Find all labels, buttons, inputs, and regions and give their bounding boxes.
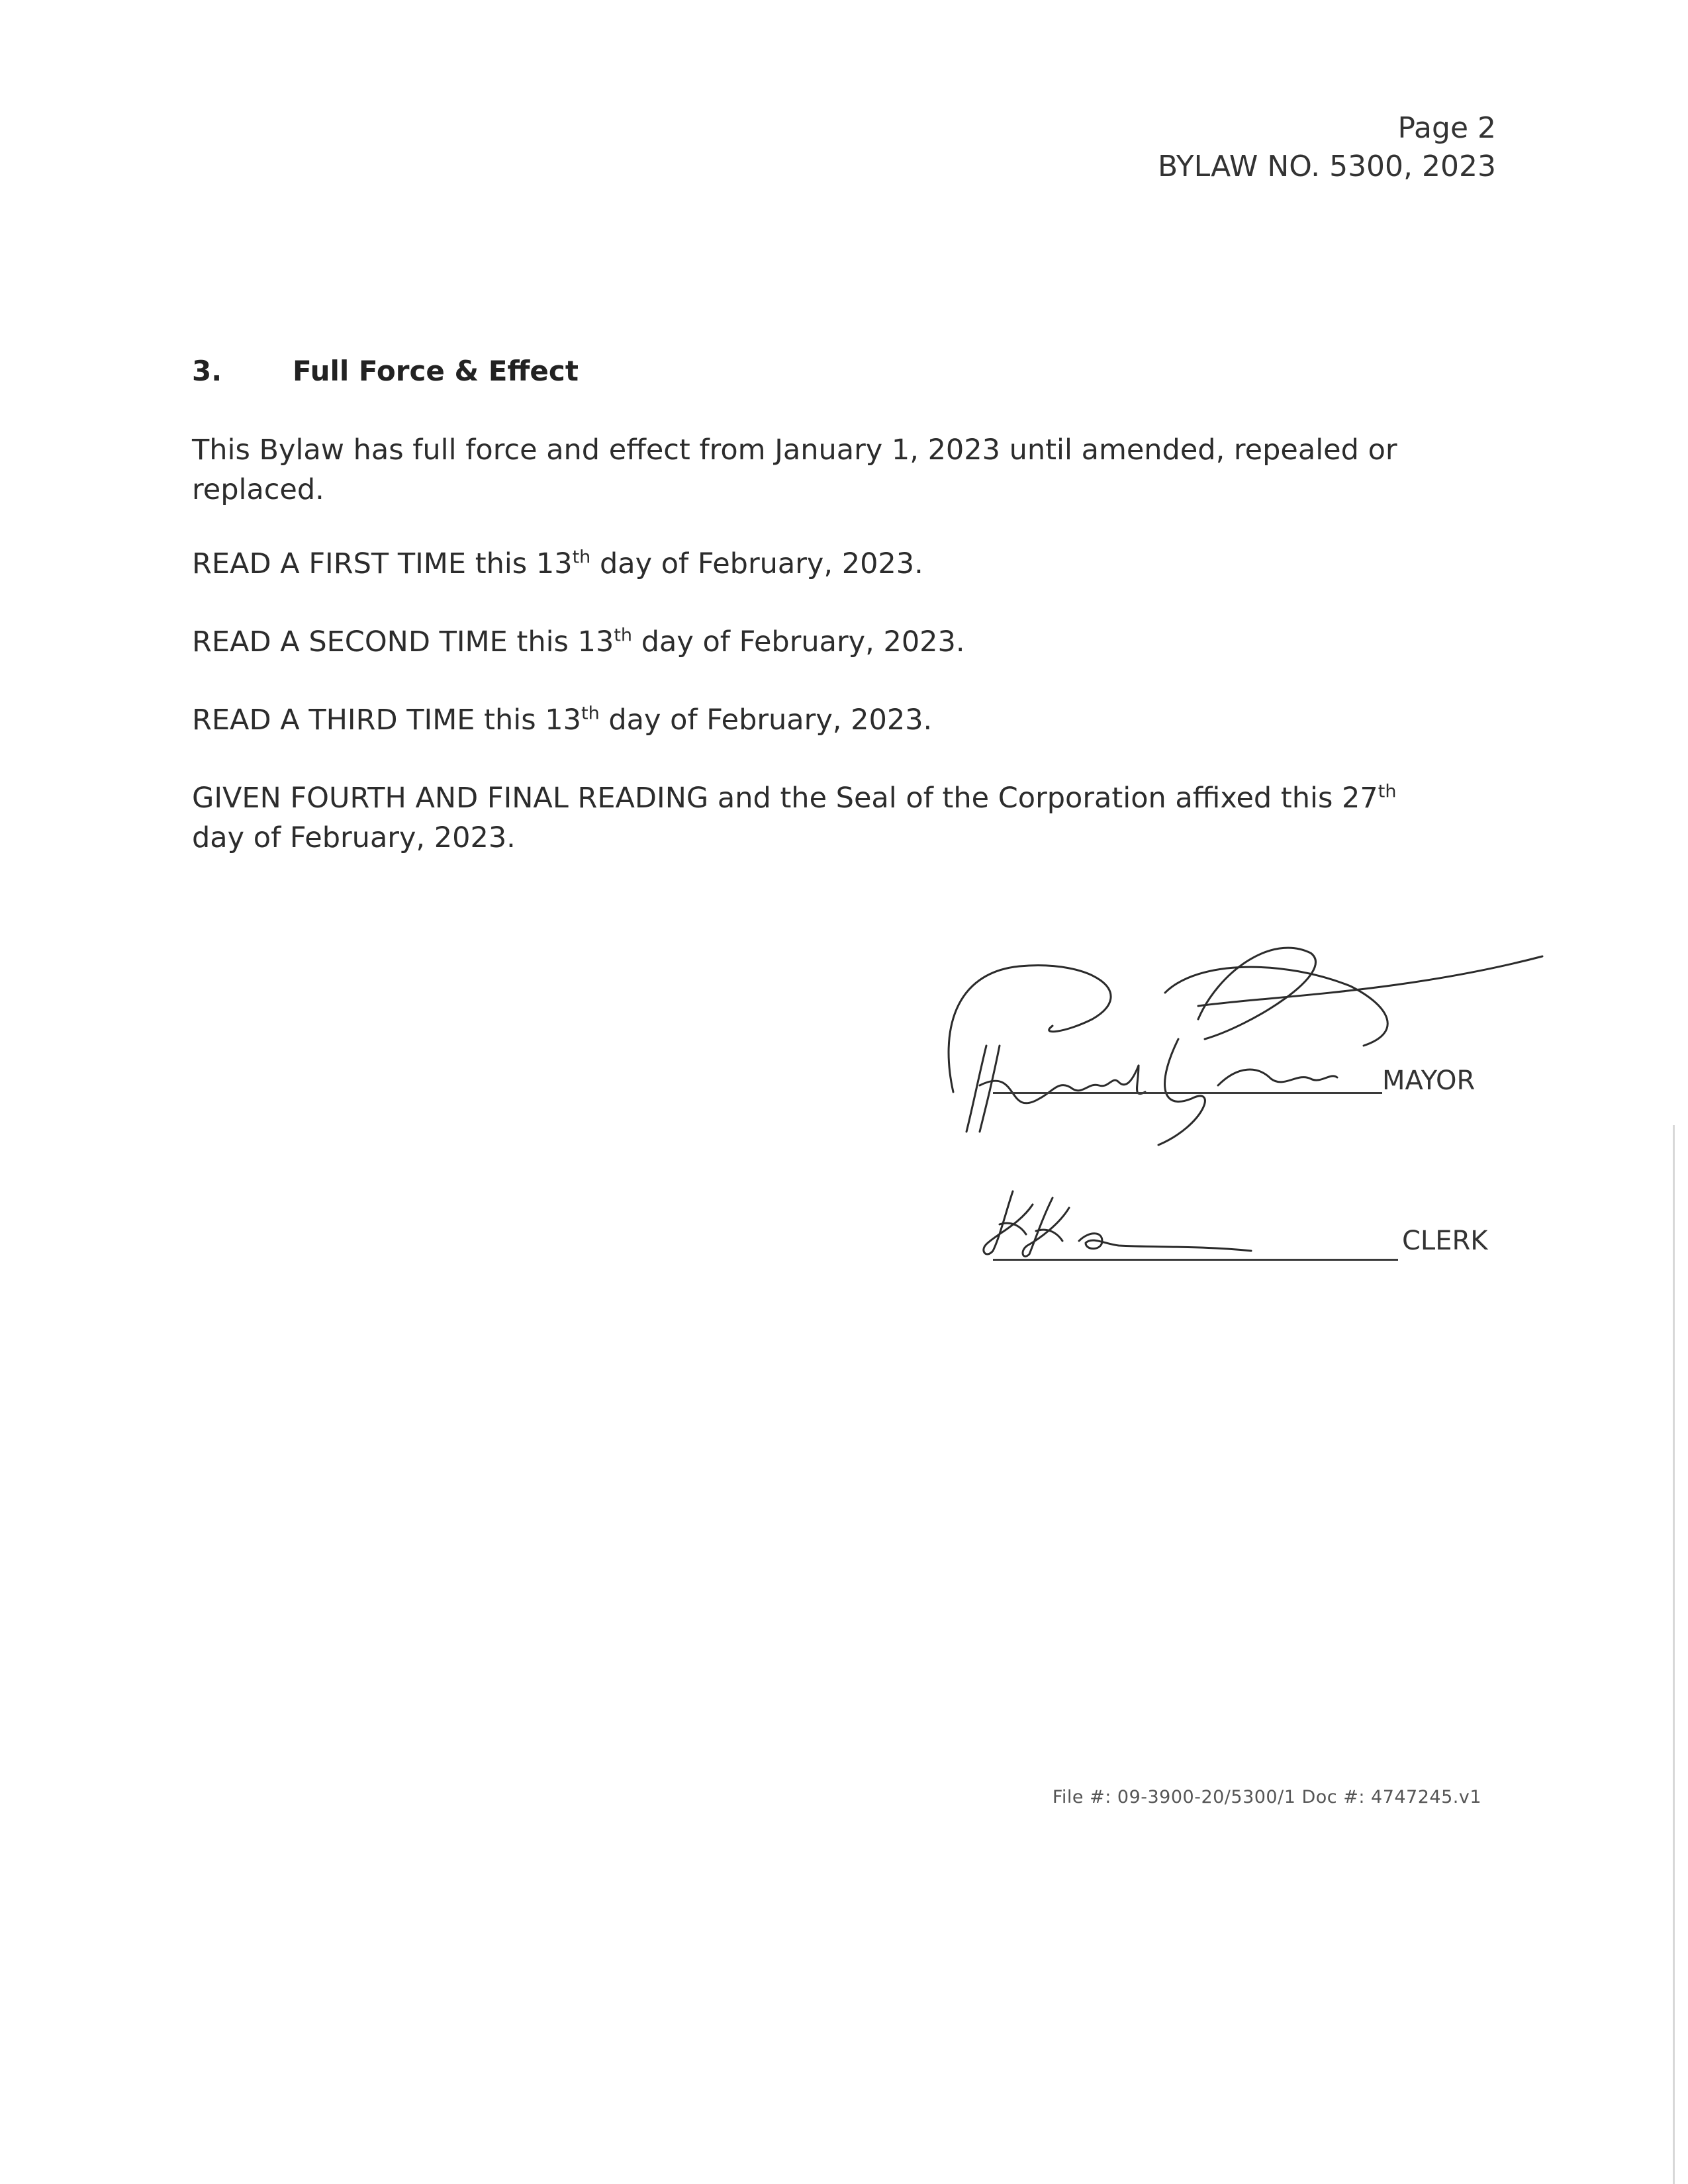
mayor-signature-line — [993, 1092, 1382, 1094]
section-number: 3. — [192, 355, 222, 387]
reading-final — [192, 778, 1436, 858]
reading-second-text: READ A SECOND TIME this 13 — [192, 625, 614, 659]
reading-third — [192, 700, 1489, 740]
clerk-signature — [980, 1185, 1258, 1264]
ordinal-suffix: th — [581, 703, 600, 724]
ordinal-suffix: th — [572, 547, 591, 568]
ordinal-suffix: th — [614, 625, 633, 646]
reading-final-date: day of February, 2023. — [192, 821, 516, 854]
section-title: Full Force & Effect — [293, 355, 579, 387]
reading-first-date: day of February, 2023. — [590, 547, 923, 580]
reading-second-date: day of February, 2023. — [632, 625, 965, 659]
mayor-label: MAYOR — [1382, 1066, 1476, 1096]
page-number: Page 2 — [1397, 111, 1496, 145]
clerk-label: CLERK — [1402, 1226, 1488, 1256]
reading-third-date: day of February, 2023. — [599, 704, 933, 737]
reading-second — [192, 622, 1489, 662]
reading-final-text: GIVEN FOURTH AND FINAL READING and the Seal of the Corporation affixed this 27 — [192, 782, 1378, 815]
reading-third-text: READ A THIRD TIME this 13 — [192, 704, 581, 737]
mayor-signature — [940, 933, 1549, 1152]
document-footer: File #: 09-3900-20/5300/1 Doc #: 4747245.v1 — [1052, 1787, 1481, 1807]
ordinal-suffix: th — [1378, 781, 1397, 802]
scan-edge-shadow — [1673, 1125, 1675, 2184]
section-body: This Bylaw has full force and effect from January 1, 2023 until amended, repealed or replaced. — [192, 433, 1397, 506]
bylaw-number: BYLAW NO. 5300, 2023 — [1157, 150, 1496, 183]
page-header — [1158, 109, 1496, 186]
clerk-signature-line — [993, 1259, 1398, 1261]
section-heading — [192, 355, 579, 387]
reading-first-text: READ A FIRST TIME this 13 — [192, 547, 573, 580]
reading-first — [192, 544, 1489, 584]
